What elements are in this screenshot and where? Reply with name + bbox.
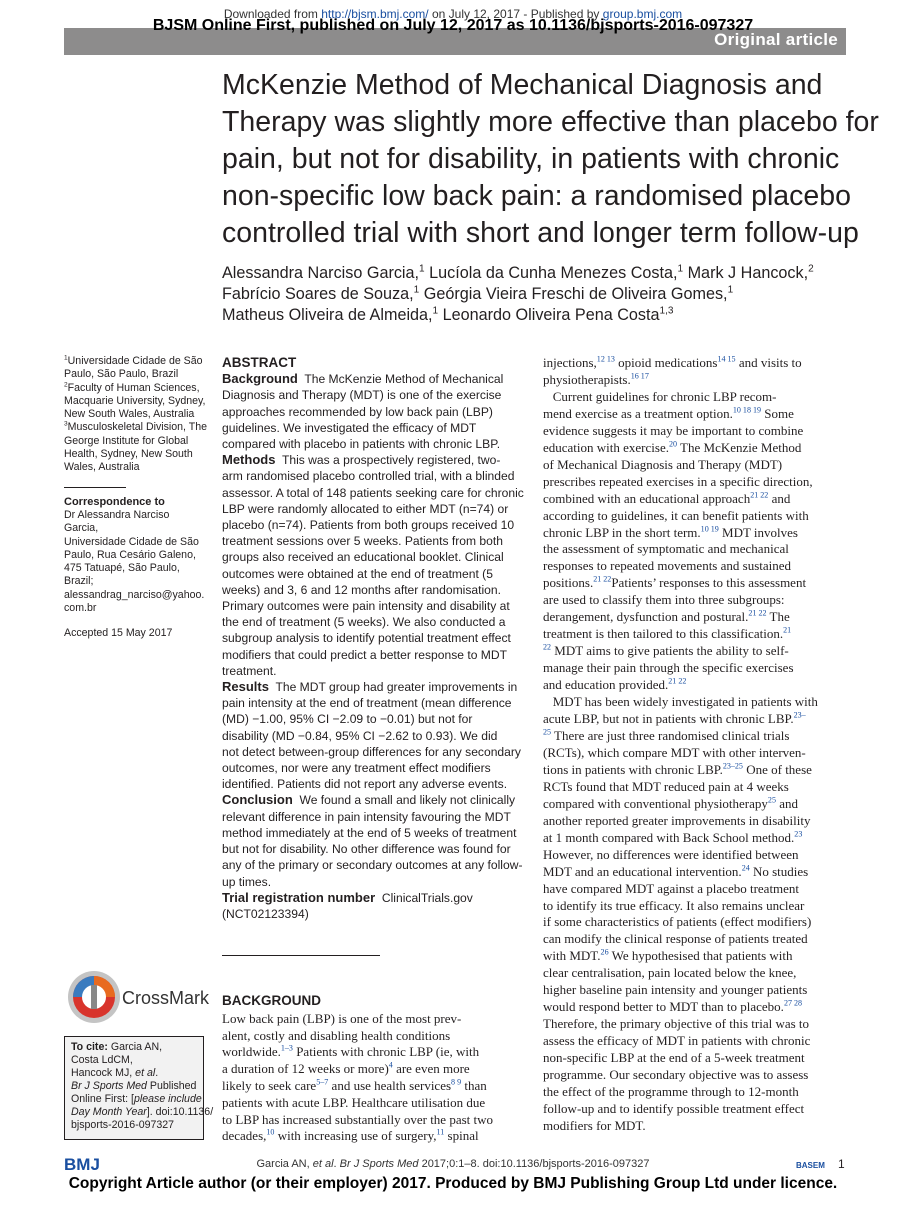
body-line: mend exercise as a treatment option.$^{10 18 19}$ Some xyxy=(543,405,794,421)
body-line: of Mechanical Diagnosis and Therapy (MDT) xyxy=(543,456,783,472)
body-line: higher baseline pain intensity and younger patients xyxy=(543,982,808,998)
author-name: Alessandra Narciso Garcia, xyxy=(222,264,420,282)
abstract-line: Diagnosis and Therapy (MDT) is one of the exercise xyxy=(222,388,502,403)
abstract-line: (MD) −1.00, 95% CI −2.09 to −0.01) but not for xyxy=(222,712,473,727)
abstract-heading: ABSTRACT xyxy=(222,355,297,370)
publisher-link[interactable]: group.bmj.com xyxy=(602,7,683,21)
body-line: according to guidelines, it can benefit patients with xyxy=(543,507,809,523)
correspondence-line: alessandrag_narciso@yahoo. xyxy=(64,588,205,601)
body-line: evidence suggests it may be important to combine xyxy=(543,422,804,438)
abstract-line: Methods This was a prospectively registered, two- xyxy=(222,452,501,468)
body-line: if some characteristics of patients (effect modifiers) xyxy=(543,914,812,930)
correspondence-line: com.br xyxy=(64,602,97,615)
affiliation-line: $^1$Universidade Cidade de São xyxy=(64,354,203,367)
title-line: Therapy was slightly more effective than placebo for xyxy=(222,106,879,138)
abstract-line: relevant difference in pain intensity favouring the MDT xyxy=(222,809,511,824)
right-column-text xyxy=(543,355,845,1135)
abstract-line: approaches recommended by low back pain (LBP) xyxy=(222,404,493,419)
author-name: Mark J Hancock, xyxy=(683,264,809,282)
sidebar-divider xyxy=(64,487,126,488)
affiliation-marker: 1 xyxy=(727,284,734,296)
copyright-notice: Copyright Article author (or their employer) 2017. Produced by BMJ Publishing Group Ltd under licence. xyxy=(68,1175,838,1192)
affiliation-marker: 2 xyxy=(808,263,814,275)
body-line: However, no differences were identified between xyxy=(543,846,799,862)
body-line: RCTs found that MDT reduced pain at 4 weeks xyxy=(543,778,789,794)
abstract-line: disability (MD −0.84, 95% CI −2.62 to 0.93). We did xyxy=(222,728,498,743)
abstract-line: the end of treatment (5 weeks). We also conducted a xyxy=(222,615,506,630)
abstract-line: placebo (n=74). Patients from both groups received 10 xyxy=(222,518,515,533)
correspondence-line: 475 Tatuapé, São Paulo, Brazil; xyxy=(64,562,180,588)
affiliation-line: $^2$Faculty of Human Sciences, xyxy=(64,381,200,394)
bmj-logo: BMJ xyxy=(64,1155,100,1174)
body-line: and education provided.$^{21 22}$ xyxy=(543,676,687,693)
body-line: patients with acute LBP. Healthcare utilisation due xyxy=(222,1094,486,1110)
abstract-line: Background The McKenzie Method of Mechanical xyxy=(222,371,504,387)
body-line: the effect of the programme through to 12-month xyxy=(543,1083,799,1099)
author-name: Fabrício Soares de Souza, xyxy=(222,285,414,303)
abstract-line: treatment sessions over 5 weeks. Patients from both xyxy=(222,534,503,549)
author-name: Leonardo Oliveira Pena Costa xyxy=(438,306,660,324)
author-line xyxy=(222,305,842,326)
abstract-line: Primary outcomes were pain intensity and disability at xyxy=(222,599,510,614)
author-name: Geórgia Vieira Freschi de Oliveira Gomes, xyxy=(419,285,728,303)
abstract-line: not detect between-group differences for any secondary xyxy=(222,744,521,759)
to-cite-line: Br J Sports Med Published xyxy=(71,1080,197,1092)
sidebar xyxy=(64,354,208,641)
body-line: compared with conventional physiotherapy$^{25}$ and xyxy=(543,795,798,811)
affiliation-marker: 1 xyxy=(432,305,439,317)
affiliation-marker: 1 xyxy=(413,284,420,296)
section-label: Original article xyxy=(714,30,838,49)
body-line: MDT has been widely investigated in patients with xyxy=(543,694,818,710)
abstract-line: weeks) and 3, 6 and 12 months after randomisation. xyxy=(222,582,501,597)
body-line: combined with an educational approach$^{21 22}$ and xyxy=(543,490,791,506)
abstract-line: outcomes were obtained at the end of treatment (5 xyxy=(222,566,493,581)
body-line: derangement, dysfunction and postural.$^{21 22}$ The xyxy=(543,608,790,625)
abstract-line: up times. xyxy=(222,874,272,889)
page-number: 1 xyxy=(838,1157,845,1171)
body-line: education with exercise.$^{20}$ The McKenzie Method xyxy=(543,439,802,455)
online-first-banner: BJSM Online First, published on July 12, 2017 as 10.1136/bjsports-2016-097327 xyxy=(152,17,754,34)
abstract-line: Trial registration number ClinicalTrials.gov xyxy=(222,889,473,905)
author-list xyxy=(222,263,842,326)
body-line: $^{22}$ MDT aims to give patients the ability to self- xyxy=(543,642,789,659)
body-line: Therefore, the primary objective of this trial was to xyxy=(543,1016,810,1032)
basem-logo: BASEM xyxy=(796,1161,825,1170)
body-line: injections,$^{12 13}$ opioid medications$^{14 15}$ and visits to xyxy=(543,354,802,370)
abstract-line: treatment. xyxy=(222,663,277,678)
abstract-line: (NCT02123394) xyxy=(222,906,309,921)
body-line: at 1 month compared with Back School method.$^{23}$ xyxy=(543,829,803,845)
abstract-line: subgroup analysis to identify potential treatment effect xyxy=(222,631,511,646)
body-line: with MDT.$^{26}$ We hypothesised that patients with xyxy=(543,948,793,964)
affiliation-line: Macquarie University, Sydney, xyxy=(64,394,206,407)
affiliation-line: Paulo, São Paulo, Brazil xyxy=(64,368,179,381)
affiliation-line: Health, Sydney, New South xyxy=(64,448,193,461)
title-line: controlled trial with short and longer term follow-up xyxy=(222,217,859,249)
correspondence-line: Universidade Cidade de São xyxy=(64,535,199,548)
body-line: MDT and an educational intervention.$^{24}$ No studies xyxy=(543,863,809,879)
affiliation-line: $^3$Musculoskeletal Division, The xyxy=(64,420,208,434)
to-cite-box xyxy=(64,1036,214,1140)
body-line: non-specific LBP at the end of a 5-week treatment xyxy=(543,1050,805,1066)
body-line: would respond better to MDT than to placebo.$^{27 28}$ xyxy=(543,998,803,1015)
to-cite-line: Day Month Year]. doi:10.1136/ xyxy=(71,1106,214,1118)
affiliation-marker: 1 xyxy=(677,263,684,275)
accepted-date: Accepted 15 May 2017 xyxy=(64,627,173,640)
article-title xyxy=(222,67,879,252)
body-line: treatment is then tailored to this classification.$^{21}$ xyxy=(543,625,792,642)
abstract-line: outcomes, nor were any treatment effect modifiers xyxy=(222,761,491,776)
affiliation-line: Wales, Australia xyxy=(64,461,140,474)
correspondence-title: Correspondence to xyxy=(64,495,165,508)
body-line: modifiers for MDT. xyxy=(543,1117,646,1133)
body-line: Current guidelines for chronic LBP recom- xyxy=(543,388,777,404)
affiliations xyxy=(64,354,208,475)
author-name: Matheus Oliveira de Almeida, xyxy=(222,306,433,324)
abstract-line: assessor. A total of 148 patients seeking care for chronic xyxy=(222,485,524,500)
body-line: physiotherapists.$^{16 17}$ xyxy=(543,371,649,387)
body-line: alent, costly and disabling health conditions xyxy=(222,1027,451,1043)
body-line: manage their pain through the specific exercises xyxy=(543,660,794,676)
background-body xyxy=(222,1011,524,1145)
background-heading: BACKGROUND xyxy=(222,993,321,1008)
affiliation-line: New South Wales, Australia xyxy=(64,408,195,421)
abstract-line: groups also received an educational booklet. Clinical xyxy=(222,550,504,565)
body-line: a duration of 12 weeks or more)$^4$ are even more xyxy=(222,1060,470,1077)
abstract-line: arm randomised placebo controlled trial, with a blinded xyxy=(222,469,515,484)
author-name: Lucíola da Cunha Menezes Costa, xyxy=(424,264,678,282)
title-line: non-specific low back pain: a randomised placebo xyxy=(222,180,851,212)
abstract xyxy=(222,355,524,922)
to-cite-line: Hancock MJ, et al. xyxy=(71,1067,159,1079)
title-line: pain, but not for disability, in patients with chronic xyxy=(222,143,840,175)
to-cite-line: Costa LdCM, xyxy=(71,1054,133,1066)
correspondence-address xyxy=(64,509,204,615)
body-line: tions in patients with chronic LBP.$^{23-25}$ One of these xyxy=(543,761,812,777)
download-link[interactable]: http://bjsm.bmj.com/ xyxy=(321,7,429,21)
body-line: Low back pain (LBP) is one of the most prev- xyxy=(222,1010,462,1026)
body-line: responses to repeated movements and sustained xyxy=(543,558,792,574)
affiliation-marker: 1,3 xyxy=(659,305,674,317)
abstract-body xyxy=(222,371,524,922)
body-line: (RCTs), which compare MDT with other interven- xyxy=(543,744,806,760)
body-line: decades,$^{10}$ with increasing use of surgery,$^{11}$ spinal xyxy=(222,1128,479,1144)
abstract-line: LBP were randomly allocated to either MDT (n=74) or xyxy=(222,501,509,516)
abstract-line: compared with placebo in patients with chronic LBP. xyxy=(222,437,501,452)
abstract-rule xyxy=(222,955,380,956)
to-cite-line: Online First: [please include xyxy=(71,1093,202,1105)
body-line: clear centralisation, pain located below the knee, xyxy=(543,965,797,981)
crossmark-label[interactable]: CrossMark xyxy=(122,988,210,1008)
to-cite-line: bjsports-2016-097327 xyxy=(71,1119,175,1131)
correspondence-line: Paulo, Rua Cesário Galeno, xyxy=(64,548,196,561)
body-line: to identify its true efficacy. It also remains unclear xyxy=(543,897,805,913)
body-line: chronic LBP in the short term.$^{10 19}$ MDT involves xyxy=(543,524,798,540)
body-line: follow-up and to identify possible treatment effect xyxy=(543,1100,805,1116)
body-line: likely to seek care$^{5-7}$ and use health services$^{8 9}$ than xyxy=(222,1077,487,1093)
correspondence-line: Dr Alessandra Narciso Garcia, xyxy=(64,508,170,535)
body-line: have compared MDT against a placebo treatment xyxy=(543,880,800,896)
body-line: the assessment of symptomatic and mechanical xyxy=(543,541,789,557)
abstract-line: Results The MDT group had greater improvements in xyxy=(222,679,518,695)
body-line: are used to classify them into three subgroups: xyxy=(543,592,785,608)
body-line: acute LBP, but not in patients with chronic LBP.$^{23-}$ xyxy=(543,710,806,727)
body-line: another reported greater improvements in disability xyxy=(543,812,811,828)
body-line: programme. Our secondary objective was to assess xyxy=(543,1067,809,1083)
abstract-line: guidelines. We investigated the efficacy of MDT xyxy=(222,420,477,435)
body-line: $^{25}$ There are just three randomised clinical trials xyxy=(543,727,790,743)
abstract-line: pain intensity at the end of treatment (mean difference xyxy=(222,696,512,711)
body-line: can modify the clinical response of patients treated xyxy=(543,931,808,947)
background-section xyxy=(222,993,524,1145)
abstract-line: Conclusion We found a small and likely not clinically xyxy=(222,792,516,808)
to-cite-line: To cite: Garcia AN, xyxy=(71,1041,163,1053)
author-line xyxy=(222,284,842,305)
abstract-line: identified. Patients did not report any adverse events. xyxy=(222,777,508,792)
body-line: worldwide.$^{1-3}$ Patients with chronic LBP (ie, with xyxy=(222,1044,480,1060)
author-line xyxy=(222,263,842,284)
affiliation-marker: 1 xyxy=(419,263,425,275)
body-line: positions.$^{21 22}$Patients’ responses to this assessment xyxy=(543,575,807,591)
body-line: prescribes repeated exercises in a specific direction, xyxy=(543,473,813,489)
download-note: Downloaded from http://bjsm.bmj.com/ on July 12, 2017 - Published by group.bmj.com xyxy=(223,7,683,21)
body-line: to LBP has increased substantially over the past two xyxy=(222,1111,494,1127)
affiliation-line: George Institute for Global xyxy=(64,434,189,447)
abstract-line: but not for disability. No other difference was found for xyxy=(222,842,511,857)
footer-citation: Garcia AN, et al. Br J Sports Med 2017;0:1–8. doi:10.1136/bjsports-2016-097327 xyxy=(256,1158,650,1170)
body-line: assess the efficacy of MDT in patients with chronic xyxy=(543,1033,811,1049)
abstract-line: modifiers that could predict a better response to MDT xyxy=(222,647,508,662)
abstract-line: method immediately at the end of 5 weeks of treatment xyxy=(222,825,517,840)
title-line: McKenzie Method of Mechanical Diagnosis and xyxy=(222,69,823,101)
abstract-line: any of the primary or secondary outcomes at any follow- xyxy=(222,858,523,873)
